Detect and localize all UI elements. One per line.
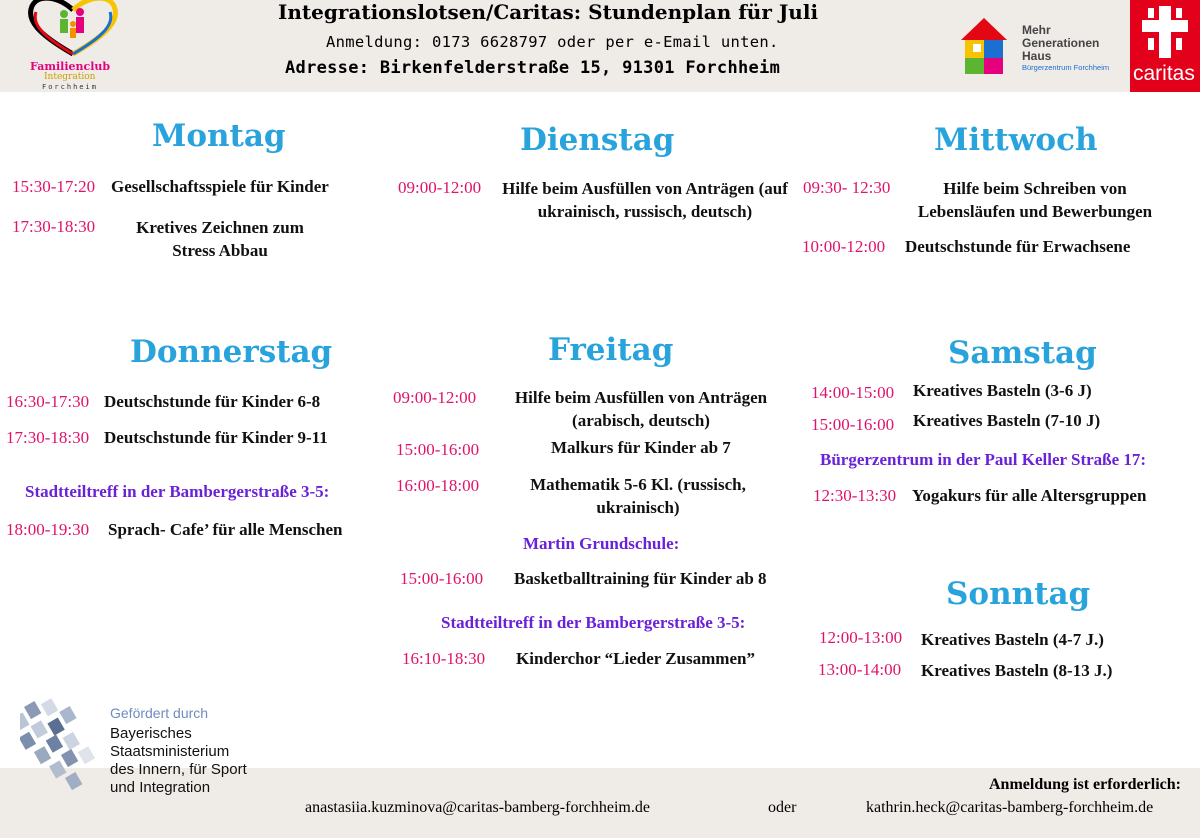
samstag-desc-1: Kreatives Basteln (3-6 J) xyxy=(913,381,1092,400)
sonntag-time-2: 13:00-14:00 xyxy=(818,660,902,679)
email-link-kathrin[interactable]: kathrin.heck@caritas-bamberg-forchheim.de xyxy=(866,799,1154,816)
mittwoch-desc-1: Hilfe beim Schreiben von Lebensläufen und Bewerbungen xyxy=(917,179,1153,221)
page-title: Integrationslotsen/Caritas: Stundenplan für Juli xyxy=(278,0,819,24)
freitag-time-2: 15:00-16:00 xyxy=(396,440,480,459)
freitag-desc-1: Hilfe beim Ausfüllen von Anträgen (arabisch, deutsch) xyxy=(514,388,768,430)
freitag-loc1-desc-1: Basketballtraining für Kinder ab 8 xyxy=(514,569,767,588)
freitag-location-2: Stadtteiltreff in der Bambergerstraße 3-5: xyxy=(441,613,746,632)
mittwoch-time-1: 09:30- 12:30 xyxy=(803,178,891,197)
gefoerdert-text: Gefördert durch xyxy=(110,705,209,721)
mgh-logo xyxy=(955,14,1120,84)
sonntag-desc-1: Kreatives Basteln (4-7 J.) xyxy=(921,630,1104,649)
freitag-loc2-desc-1: Kinderchor “Lieder Zusammen” xyxy=(516,649,755,668)
day-heading-freitag: Freitag xyxy=(548,332,674,368)
familienclub-line2: Integration xyxy=(44,72,96,82)
familienclub-logo xyxy=(18,0,128,92)
anmeldung-line: Anmeldung: 0173 6628797 oder per e-Email unten. xyxy=(326,33,779,51)
samstag-time-1: 14:00-15:00 xyxy=(811,383,895,402)
dienstag-desc-1: Hilfe beim Ausfüllen von Anträgen (auf ukrainisch, russisch, deutsch) xyxy=(502,179,788,221)
familienclub-line1: Familienclub xyxy=(30,60,111,73)
mgh-line2: Generationen xyxy=(1022,36,1100,50)
day-heading-dienstag: Dienstag xyxy=(520,122,675,158)
dienstag-time-1: 09:00-12:00 xyxy=(398,178,482,197)
day-heading-montag: Montag xyxy=(152,118,286,154)
donnerstag-desc-1: Deutschstunde für Kinder 6-8 xyxy=(104,392,321,411)
ministry-line-4: und Integration xyxy=(110,779,211,796)
freitag-loc1-time-1: 15:00-16:00 xyxy=(400,569,484,588)
heart-family-icon xyxy=(18,0,128,56)
ministry-line-2: Staatsministerium xyxy=(110,743,230,760)
caritas-logo xyxy=(1130,0,1200,92)
day-heading-donnerstag: Donnerstag xyxy=(130,334,333,370)
freitag-location-1: Martin Grundschule: xyxy=(523,534,680,553)
samstag-desc-2: Kreatives Basteln (7-10 J) xyxy=(913,411,1101,430)
day-heading-sonntag: Sonntag xyxy=(946,576,1091,612)
freitag-desc-2: Malkurs für Kinder ab 7 xyxy=(551,438,731,457)
day-heading-samstag: Samstag xyxy=(948,335,1097,371)
sonntag-time-1: 12:00-13:00 xyxy=(819,628,903,647)
freitag-desc-3: Mathematik 5-6 Kl. (russisch, ukrainisch) xyxy=(530,475,746,517)
sonntag-desc-2: Kreatives Basteln (8-13 J.) xyxy=(921,661,1113,680)
ministry-line-1: Bayerisches xyxy=(110,725,192,742)
caritas-cross-icon xyxy=(1130,0,1200,62)
mgh-line4: Bürgerzentrum Forchheim xyxy=(1022,63,1110,72)
montag-time-1: 15:30-17:20 xyxy=(12,177,96,196)
oder-text: oder xyxy=(768,799,797,816)
samstag-loc-desc-1: Yogakurs für alle Altersgruppen xyxy=(912,486,1147,505)
donnerstag-loc-desc-1: Sprach- Cafe’ für alle Menschen xyxy=(108,520,343,539)
donnerstag-location: Stadtteiltreff in der Bambergerstraße 3-5: xyxy=(25,482,330,501)
bavarian-diamond-icon xyxy=(20,688,110,808)
donnerstag-time-2: 17:30-18:30 xyxy=(6,428,90,447)
ministry-line-3: des Innern, für Sport xyxy=(110,761,247,778)
samstag-loc-time-1: 12:30-13:30 xyxy=(813,486,897,505)
house-puzzle-icon xyxy=(955,14,1013,76)
montag-desc-2: Kretives Zeichnen zum Stress Abbau xyxy=(136,218,304,260)
email-link-anastasiia[interactable]: anastasiia.kuzminova@caritas-bamberg-forchheim.de xyxy=(305,799,650,816)
montag-desc-1: Gesellschaftsspiele für Kinder xyxy=(111,177,329,196)
address-line: Adresse: Birkenfelderstraße 15, 91301 Forchheim xyxy=(285,58,781,78)
freitag-loc2-time-1: 16:10-18:30 xyxy=(402,649,486,668)
donnerstag-loc-time-1: 18:00-19:30 xyxy=(6,520,90,539)
mittwoch-time-2: 10:00-12:00 xyxy=(802,237,886,256)
mgh-line3: Haus xyxy=(1022,49,1052,63)
freitag-time-3: 16:00-18:00 xyxy=(396,476,480,495)
samstag-time-2: 15:00-16:00 xyxy=(811,415,895,434)
caritas-text: caritas xyxy=(1133,62,1195,85)
montag-time-2: 17:30-18:30 xyxy=(12,217,96,236)
samstag-location: Bürgerzentrum in der Paul Keller Straße 17: xyxy=(820,450,1147,469)
anmeldung-erforderlich: Anmeldung ist erforderlich: xyxy=(989,776,1181,793)
mittwoch-desc-2: Deutschstunde für Erwachsene xyxy=(905,237,1131,256)
donnerstag-desc-2: Deutschstunde für Kinder 9-11 xyxy=(104,428,328,447)
mgh-line1: Mehr xyxy=(1022,23,1051,37)
donnerstag-time-1: 16:30-17:30 xyxy=(6,392,90,411)
familienclub-line3: Forchheim xyxy=(42,83,98,91)
day-heading-mittwoch: Mittwoch xyxy=(934,122,1098,158)
freitag-time-1: 09:00-12:00 xyxy=(393,388,477,407)
